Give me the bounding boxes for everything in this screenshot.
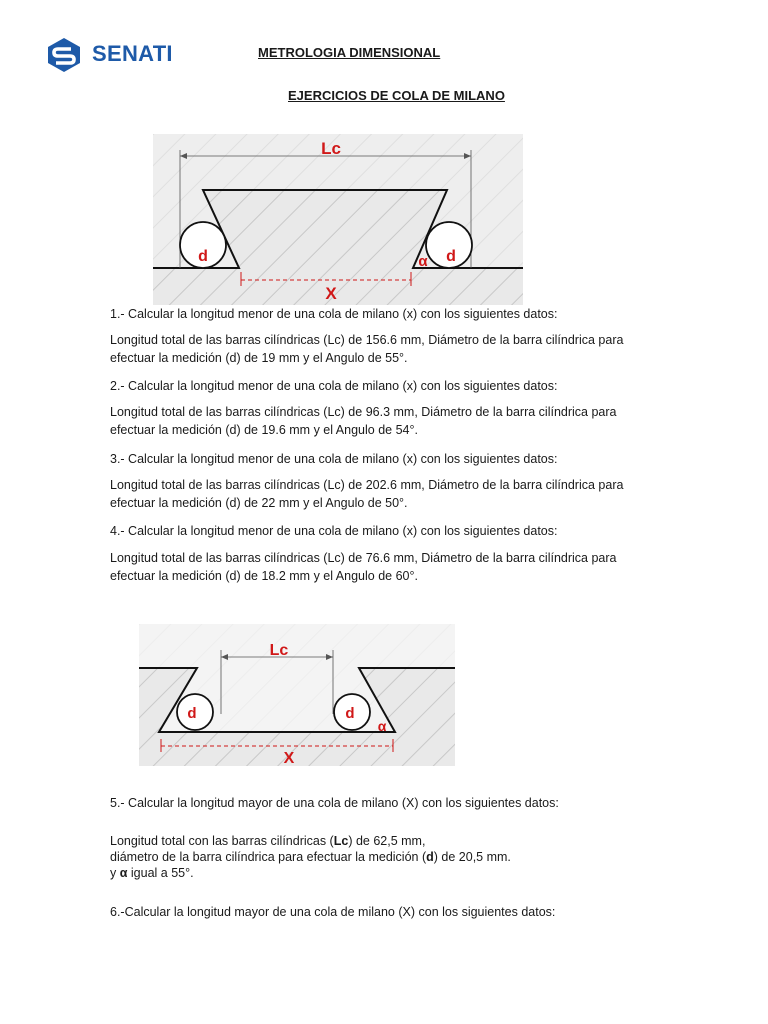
exercise-2-line1: Longitud total de las barras cilíndricas (Lc) de 96.3 mm, Diámetro de la barra cilíndrica para: [110, 405, 617, 419]
exercise-5-line2: diámetro de la barra cilíndrica para efectuar la medición (d) de 20,5 mm.: [110, 850, 511, 864]
exercise-4-question: 4.- Calcular la longitud menor de una cola de milano (x) con los siguientes datos:: [110, 524, 558, 538]
exercise-4-line2: efectuar la medición (d) de 18.2 mm y el Angulo de 60°.: [110, 569, 418, 583]
d-label-right: d: [345, 705, 355, 722]
dovetail-diagram-max: [139, 624, 455, 766]
exercise-5-line1: Longitud total con las barras cilíndricas (Lc) de 62,5 mm,: [110, 834, 426, 848]
x-label: X: [325, 284, 337, 303]
exercise-3-line2: efectuar la medición (d) de 22 mm y el Angulo de 50°.: [110, 496, 408, 510]
exercise-1-line2: efectuar la medición (d) de 19 mm y el Angulo de 55°.: [110, 351, 408, 365]
d-label-right: d: [446, 248, 456, 265]
lc-label: Lc: [321, 139, 341, 158]
dovetail-diagram-min: [153, 134, 523, 305]
logo-text: SENATI: [92, 41, 173, 66]
exercise-2-line2: efectuar la medición (d) de 19.6 mm y el Angulo de 54°.: [110, 423, 418, 437]
exercise-5-question: 5.- Calcular la longitud mayor de una cola de milano (X) con los siguientes datos:: [110, 796, 559, 810]
exercise-6-question: 6.-Calcular la longitud mayor de una cola de milano (X) con los siguientes datos:: [110, 905, 556, 919]
exercise-1-question: 1.- Calcular la longitud menor de una cola de milano (x) con los siguientes datos:: [110, 307, 558, 321]
exercise-4-line1: Longitud total de las barras cilíndricas (Lc) de 76.6 mm, Diámetro de la barra cilíndrica para: [110, 551, 617, 565]
lc-label: Lc: [269, 642, 289, 659]
d-label-left: d: [198, 248, 208, 265]
page-subtitle: EJERCICIOS DE COLA DE MILANO: [288, 88, 505, 103]
x-label: X: [283, 750, 295, 766]
exercise-2-question: 2.- Calcular la longitud menor de una cola de milano (x) con los siguientes datos:: [110, 379, 558, 393]
exercise-5-line3: y α igual a 55°.: [110, 866, 194, 880]
alpha-label: α: [377, 718, 387, 734]
d-label-left: d: [187, 705, 197, 722]
page-title: METROLOGIA DIMENSIONAL: [258, 45, 441, 60]
exercise-3-line1: Longitud total de las barras cilíndricas (Lc) de 202.6 mm, Diámetro de la barra cilíndrica para: [110, 478, 624, 492]
exercise-1-line1: Longitud total de las barras cilíndricas (Lc) de 156.6 mm, Diámetro de la barra cilíndrica para: [110, 333, 624, 347]
exercise-3-question: 3.- Calcular la longitud menor de una cola de milano (x) con los siguientes datos:: [110, 452, 558, 466]
alpha-label: α: [418, 253, 428, 270]
